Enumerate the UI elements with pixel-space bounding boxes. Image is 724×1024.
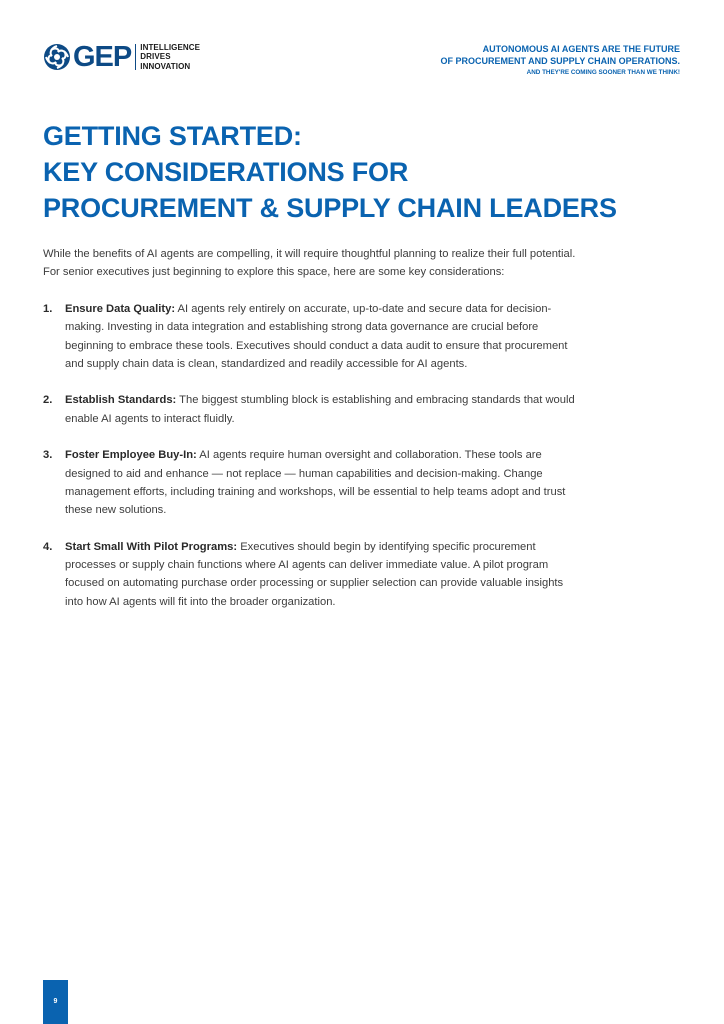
header-tagline-line-3: AND THEY'RE COMING SOONER THAN WE THINK! <box>526 69 680 76</box>
item-label: Ensure Data Quality: <box>65 303 176 315</box>
item-text: AI agents rely entirely on accurate, up-to-date and secure data for decision- <box>175 303 552 315</box>
item-line: focused on automating purchase order processing or supplier selection can provide valuable insights <box>65 577 564 590</box>
item-line: these new solutions. <box>65 504 167 517</box>
consideration-item <box>43 446 683 519</box>
page-title-line: PROCUREMENT & SUPPLY CHAIN LEADERS <box>43 193 617 223</box>
gep-logo <box>43 42 200 72</box>
logo-divider <box>135 44 136 70</box>
intro-line: For senior executives just beginning to explore this space, here are some key considerations: <box>43 266 505 279</box>
consideration-item <box>43 300 683 373</box>
header-tagline <box>440 43 680 78</box>
item-line: beginning to embrace these tools. Executives should conduct a data audit to ensure that procurement <box>65 339 568 352</box>
header-tagline-line-1: AUTONOMOUS AI AGENTS ARE THE FUTURE <box>482 44 680 54</box>
item-first-line <box>65 538 683 556</box>
item-label: Establish Standards: <box>65 394 177 407</box>
consideration-item <box>43 391 683 428</box>
page-title-line: GETTING STARTED: <box>43 121 302 151</box>
item-text: Executives should begin by identifying specific procurement <box>237 540 536 553</box>
item-line: processes or supply chain functions where AI agents can deliver immediate value. A pilot program <box>65 559 549 572</box>
page-title <box>43 118 617 226</box>
item-number: 1. <box>43 303 53 315</box>
item-number: 4. <box>43 540 53 553</box>
page-header <box>0 0 724 90</box>
item-first-line <box>65 391 683 409</box>
intro-line: While the benefits of AI agents are compelling, it will require thoughtful planning to realize their full potential. <box>43 248 576 260</box>
item-text: The biggest stumbling block is establishing and embracing standards that would <box>176 394 575 407</box>
item-label: Start Small With Pilot Programs: <box>65 540 238 553</box>
page-title-line: KEY CONSIDERATIONS FOR <box>43 157 409 187</box>
logo-tagline <box>140 43 200 72</box>
intro-paragraph <box>43 245 683 282</box>
logo-tagline-line: INTELLIGENCE <box>140 42 201 52</box>
item-line: enable AI agents to interact fluidly. <box>65 412 235 425</box>
consideration-item <box>43 538 683 611</box>
item-line: into how AI agents will fit into the broader organization. <box>65 595 336 608</box>
header-tagline-line-2: OF PROCUREMENT AND SUPPLY CHAIN OPERATIONS. <box>440 56 680 66</box>
page-number-tab <box>43 980 68 1024</box>
item-line: and supply chain data is clean, standardized and readily accessible for AI agents. <box>65 357 468 370</box>
logo-wordmark: GEP <box>73 41 132 73</box>
logo-tagline-line: DRIVES <box>140 52 171 62</box>
considerations-list <box>43 300 683 629</box>
item-line: making. Investing in data integration and establishing strong data governance are crucial before <box>65 321 539 334</box>
item-number: 2. <box>43 394 53 407</box>
page-number: 9 <box>53 998 58 1005</box>
item-first-line <box>65 300 683 318</box>
item-label: Foster Employee Buy-In: <box>65 449 197 462</box>
item-line: management efforts, including training and workshops, will be essential to help teams adopt and trust <box>65 485 566 498</box>
item-first-line <box>65 446 683 464</box>
item-line: designed to aid and enhance — not replace — human capabilities and decision-making. Change <box>65 467 543 480</box>
gep-swirl-icon <box>43 43 71 71</box>
logo-tagline-line: INNOVATION <box>140 61 191 71</box>
item-number: 3. <box>43 449 53 462</box>
item-text: AI agents require human oversight and collaboration. These tools are <box>196 449 542 462</box>
